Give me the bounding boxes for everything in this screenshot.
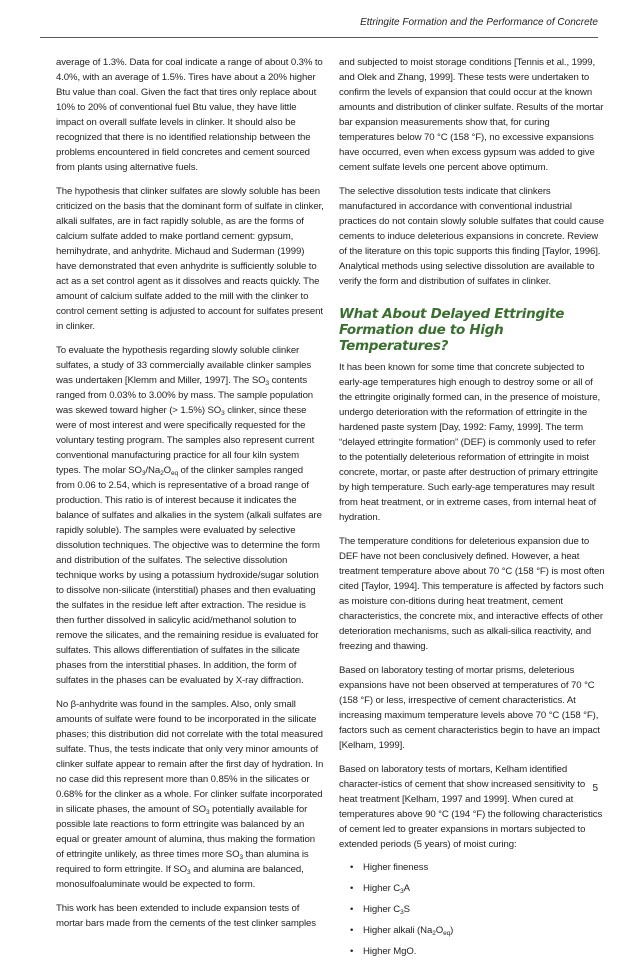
left-column bbox=[56, 55, 324, 940]
paragraph: No β-anhydrite was found in the samples. Also, only small amounts of sulfate were found to be incorporated in the silicate phases; this distribution did not correlate with the total measured sulfate. Thus, the tests indicate that only very minor amounts of clinker sulfate appear to remain after the first day of hydration. In no case did this represent more than 0.85% in the silicates or 0.68% for the clinker as a whole. For clinker sulfate incorporated in silicate phases, the amount of $SO_3$ potentially available for possible late reactions to form ettringite was balanced by an equal or greater amount of alumina, thus making the formation of ettringite unlikely, as three times more $SO_3$ than alumina is required to form ettringite. If $SO_3$ and alumina are balanced, monosulfoaluminate would be expected to form. bbox=[56, 699, 324, 890]
paragraph: It has been known for some time that concrete subjected to early-age temperatures high enough to destroy some or all of the ettringite originally formed can, in the presence of moisture, undergo deterioration with the reformation of ettringite in the hardened paste system [Day, 1992: Famy, 1999]. The term “delayed ettringite formation” (DEF) is commonly used to refer to the potentially deleterious reformation of ettringite in moist concrete, mortar, or paste after destruction of primary ettringite by high temperature. Such early-age temperatures may result from heat treatment, or in extreme cases, from internal heat of hydration. bbox=[339, 362, 601, 523]
running-header: Ettringite Formation and the Performance of Concrete bbox=[360, 17, 598, 28]
cement-characteristics-list bbox=[339, 861, 605, 958]
right-column bbox=[339, 55, 605, 966]
paragraph: The hypothesis that clinker sulfates are slowly soluble has been criticized on the basis that the dominant form of sulfate in clinker, alkali sulfates, are in fact rapidly soluble, as are the forms of calcium sulfate added to make portland cement: gypsum, hemihydrate, and anhydrite. Michaud and Suderman (1999) have demonstrated that even anhydrite is sufficiently soluble to act as a set control agent as it dissolves and reacts quickly. The amount of calcium sulfate added to the mill with the clinker to control cement setting is adjusted to account for sulfates present in clinker. bbox=[56, 186, 324, 332]
paragraph: The temperature conditions for deleterious expansion due to DEF have not been conclusively defined. However, a heat treatment temperature above about 70 °C (158 °F) is most often cited [Taylor, 1994]. This temperature is affected by factors such as moisture con-ditions during heat treatment, cement characteristics, the concrete mix, and interactive effects of other deterioration mechanisms, such as alkali-silica reactivity, and freezing and thawing. bbox=[339, 536, 605, 652]
paragraph: and subjected to moist storage conditions [Tennis et al., 1999, and Olek and Zhang, 1999]. These tests were undertaken to confirm the levels of expansion that could occur at the known amounts and distribution of clinker sulfate. Results of the mortar bar expansion measurements show that, for curing temperatures below 70 °C (158 °F), no excessive expansions have occurred, even when excess gypsum was added to give cement sulfate levels one percent above optimum. bbox=[339, 57, 604, 173]
section-heading: What About Delayed Ettringite Formation due to High Temperatures? bbox=[339, 306, 565, 354]
header-rule bbox=[40, 37, 598, 38]
paragraph: This work has been extended to include expansion tests of mortar bars made from the cements of the test clinker samples bbox=[56, 903, 316, 929]
page-number: 5 bbox=[592, 783, 598, 794]
paragraph: Based on laboratory testing of mortar prisms, deleterious expansions have not been observed at temperatures of 70 °C (158 °F) or less, irrespective of cement characteristics. At increasing maximum temperature levels above 70 °C (158 °F), factors such as cement characteristics begin to have an impact [Kelham, 1999]. bbox=[339, 665, 600, 751]
paragraph: average of 1.3%. Data for coal indicate a range of about 0.3% to 4.0%, with an average of 1.5%. Tires have about a 20% higher Btu value than coal. Given the fact that tires only replace about 10% to 20% of conventional fuel Btu value, they have little impact on overall sulfate levels in clinker. It should also be recognized that there is no identified relationship between the problems encountered in field concretes and cement sourced from plants using alternative fuels. bbox=[56, 57, 323, 173]
list-item: • Higher MgO. bbox=[363, 945, 605, 958]
paragraph: The selective dissolution tests indicate that clinkers manufactured in accordance with conventional industrial practices do not contain slowly soluble sulfates that could cause cements to induce deleterious expansions in concrete. Review of the literature on this topic supports this finding [Taylor, 1996]. Analytical methods using selective dissolution are available to verify the form and distribution of sulfates in clinker. bbox=[339, 186, 604, 287]
paragraph: To evaluate the hypothesis regarding slowly soluble clinker sulfates, a study of 33 commercially available clinker samples was undertaken [Klemm and Miller, 1997]. The $SO_3$ contents ranged from 0.03% to 3.00% by mass. The sample population was skewed toward higher (> 1.5%) $SO_3$ clinker, since these were of most interest and were specifically requested for the voluntary testing program. The samples also represent current conventional manufacturing practice for all four kiln system types. The molar $SO_3/Na_2O_{eq}$ of the clinker samples ranged from 0.06 to 2.54, which is representative of a broad range of production. This ratio is of interest because it indicates the balance of sulfates and alkalies in the system (alkali sulfates are rapidly soluble). The samples were evaluated by selective dissolution techniques. The objective was to determine the form and distribution of the sulfates. The selective dissolution technique works by using a potassium hydroxide/sugar solution to dissolve non-silicate (interstitial) phases and then evaluating the sulfates in the residue left after extraction. The residue is then further dissolved in salicylic acid/methanol solution to remove the silicates, and the remaining residue is evaluated for sulfates. This allows differentiation of sulfates in the silicate phases from the interstitial phases. In addition, the form of sulfates in the phases can be evaluated by X-ray diffraction. bbox=[56, 345, 322, 686]
list-item: • Higher $C_3A$ bbox=[363, 882, 605, 895]
list-item: • Higher alkali $(Na_2O_{eq})$ bbox=[363, 924, 605, 937]
list-item: • Higher $C_3S$ bbox=[363, 903, 605, 916]
list-item: • Higher fineness bbox=[363, 861, 605, 874]
paragraph: Based on laboratory tests of mortars, Kelham identified character-istics of cement that show increased sensitivity to heat treatment [Kelham, 1997 and 1999]. When cured at temperatures above 90 °C (194 °F) the following characteristics of cement led to greater expansions in mortars subjected to extended periods (5 years) of moist curing: bbox=[339, 764, 603, 850]
